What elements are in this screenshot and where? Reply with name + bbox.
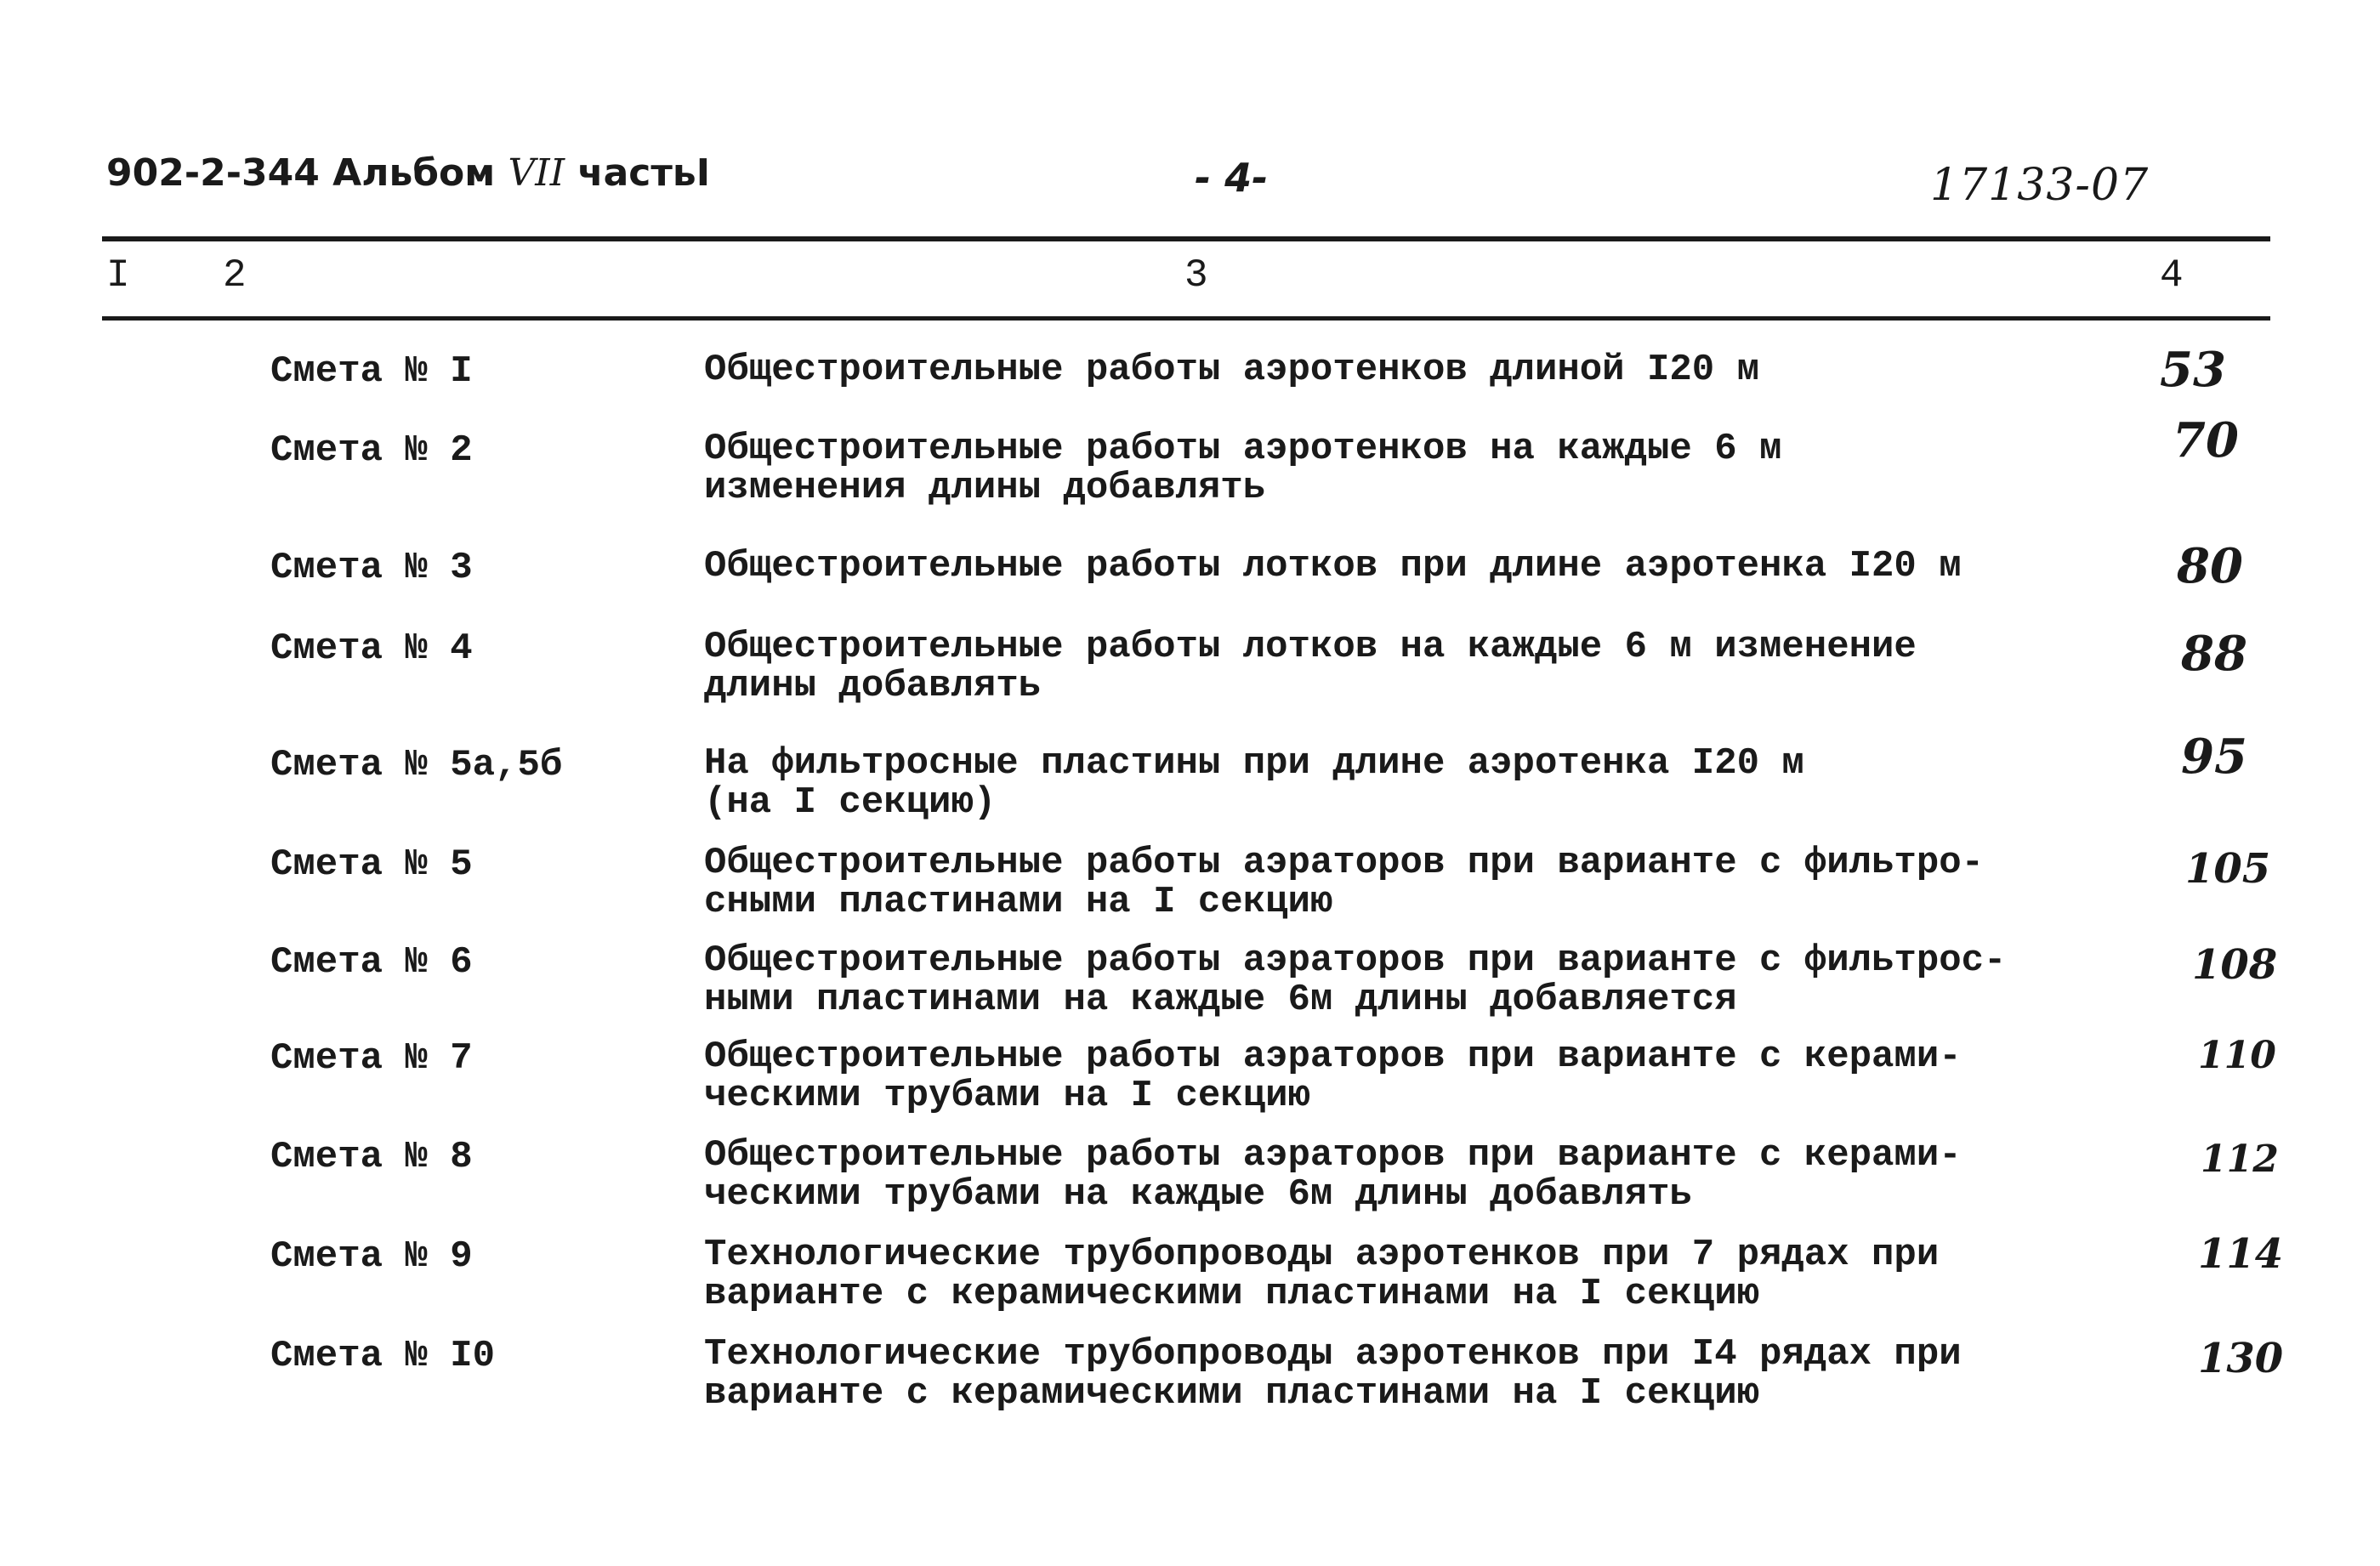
estimate-label: Смета № 4 [270,627,473,670]
page-number: 80 [2177,538,2243,594]
estimate-label: Смета № 5а,5б [270,744,563,786]
estimate-description: Общестроительные работы аэраторов при варианте с керами- ческими трубами на каждые 6м длины добавлять [704,1134,1962,1216]
estimate-description: Общестроительные работы аэротенков длиной I20 м [704,349,1760,391]
sheet-number: 17133-07 [1930,160,2150,211]
estimate-label: Смета № 9 [270,1235,473,1278]
part-number: I [696,151,711,195]
estimate-label: Смета № 2 [270,429,473,472]
estimate-label: Смета № 8 [270,1136,473,1178]
estimate-description: Общестроительные работы аэраторов при варианте с фильтро- сными пластинами на I секцию [704,842,1985,923]
doc-code: 902-2-344 [106,151,320,195]
table-top-rule [102,236,2270,241]
page-number: 88 [2181,626,2247,682]
album-word: Альбом [332,151,496,195]
column-header-4: 4 [2160,253,2184,298]
column-header-2: 2 [223,253,247,298]
estimate-description: Технологические трубопроводы аэротенков при I4 рядах при варианте с керамическими пластинами на I секцию [704,1333,1962,1415]
estimate-label: Смета № I0 [270,1335,496,1377]
estimate-description: Общестроительные работы лотков при длине аэротенка I20 м [704,545,1962,587]
page-number: 105 [2185,845,2271,893]
estimate-label: Смета № 5 [270,843,473,886]
estimate-description: Общестроительные работы аэротенков на каждые 6 м изменения длины добавлять [704,428,1782,509]
column-header-3: 3 [1184,253,1208,298]
page-number: 114 [2198,1230,2284,1278]
estimate-label: Смета № 7 [270,1037,473,1080]
page-number: 108 [2192,941,2278,989]
column-header-1: I [106,253,130,298]
page-number: 53 [2160,342,2226,398]
estimate-description: Общестроительные работы аэраторов при варианте с фильтрос- ными пластинами на каждые 6м длины добавляется [704,939,2007,1021]
estimate-description: Общестроительные работы аэраторов при варианте с керами- ческими трубами на I секцию [704,1035,1962,1117]
page-number: 110 [2198,1034,2276,1077]
page-marker: - 4- [1195,155,1269,201]
document-header-code [106,151,710,195]
page-number: 95 [2181,729,2247,785]
page-number: 70 [2173,412,2239,468]
estimate-label: Смета № 3 [270,547,473,589]
estimate-description: Технологические трубопроводы аэротенков при 7 рядах при варианте с керамическими пластинами на I секцию [704,1234,1940,1315]
estimate-label: Смета № 6 [270,941,473,984]
table-header-rule [102,316,2270,321]
page-number: 130 [2198,1335,2284,1382]
album-number: VII [508,151,565,195]
page-number: 112 [2201,1138,2279,1181]
estimate-label: Смета № I [270,350,473,393]
estimate-description: Общестроительные работы лотков на каждые 6 м изменение длины добавлять [704,626,1917,707]
part-word: часть [577,151,696,195]
estimate-description: На фильтросные пластины при длине аэротенка I20 м (на I секцию) [704,742,1804,824]
